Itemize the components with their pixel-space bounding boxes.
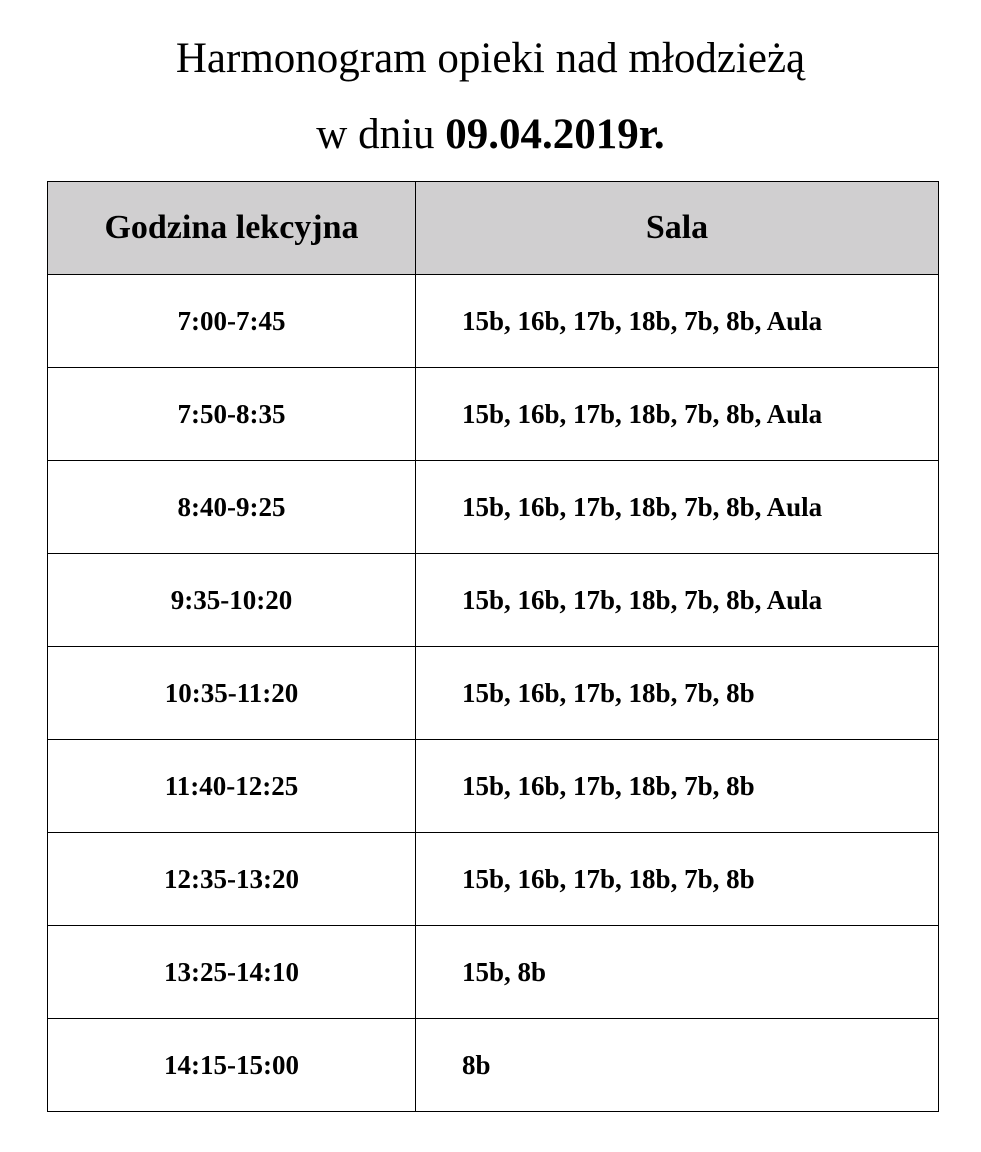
schedule-date: 09.04.2019r. (445, 111, 665, 158)
time-cell: 11:40-12:25 (48, 740, 416, 833)
table-row (48, 368, 939, 461)
table-row (48, 275, 939, 368)
room-cell: 15b, 16b, 17b, 18b, 7b, 8b, Aula (416, 461, 939, 554)
table-row (48, 1019, 939, 1112)
time-cell: 8:40-9:25 (48, 461, 416, 554)
room-cell: 15b, 16b, 17b, 18b, 7b, 8b (416, 833, 939, 926)
room-cell: 15b, 16b, 17b, 18b, 7b, 8b, Aula (416, 554, 939, 647)
table-header-row (48, 182, 939, 275)
column-header-time: Godzina lekcyjna (48, 182, 416, 275)
table-row (48, 647, 939, 740)
room-cell: 15b, 16b, 17b, 18b, 7b, 8b, Aula (416, 368, 939, 461)
page-title: Harmonogram opieki nad młodzieżą (175, 35, 806, 82)
room-cell: 15b, 16b, 17b, 18b, 7b, 8b (416, 740, 939, 833)
table-row (48, 461, 939, 554)
table-row (48, 554, 939, 647)
time-cell: 9:35-10:20 (48, 554, 416, 647)
time-cell: 13:25-14:10 (48, 926, 416, 1019)
time-cell: 7:00-7:45 (48, 275, 416, 368)
schedule-table (47, 181, 939, 1112)
time-cell: 14:15-15:00 (48, 1019, 416, 1112)
time-cell: 7:50-8:35 (48, 368, 416, 461)
page-subtitle (0, 110, 981, 160)
room-cell: 8b (416, 1019, 939, 1112)
subtitle-prefix: w dniu (316, 111, 446, 158)
table-row (48, 926, 939, 1019)
table-row (48, 833, 939, 926)
room-cell: 15b, 16b, 17b, 18b, 7b, 8b (416, 647, 939, 740)
table-row (48, 740, 939, 833)
time-cell: 12:35-13:20 (48, 833, 416, 926)
room-cell: 15b, 8b (416, 926, 939, 1019)
time-cell: 10:35-11:20 (48, 647, 416, 740)
room-cell: 15b, 16b, 17b, 18b, 7b, 8b, Aula (416, 275, 939, 368)
column-header-room: Sala (416, 182, 939, 275)
